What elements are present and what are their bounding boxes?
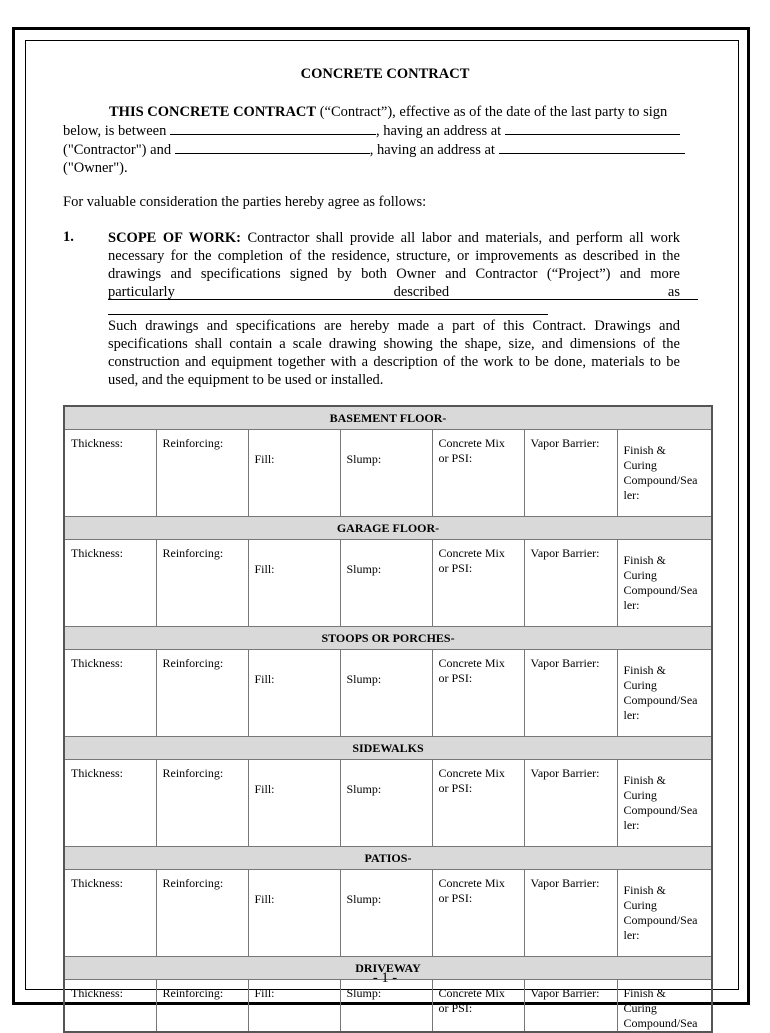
fill-cell[interactable]: Fill: — [248, 650, 340, 737]
concrete-mix-cell[interactable]: Concrete Mix or PSI: — [432, 760, 524, 847]
thickness-cell[interactable]: Thickness: — [64, 760, 156, 847]
project-description-blank[interactable] — [108, 301, 548, 315]
section-scope-of-work: SCOPE OF WORK: Contractor shall provide all labor and materials, and perform all work necessary for the completion of the residence, structure, or improvements as described in the drawings and specifications signed by both Owner and Contractor (“Project”) and more particularly described as — [108, 229, 680, 320]
finish-curing-cell[interactable]: Finish & Curing Compound/Sea ler: — [617, 650, 712, 737]
slump-cell[interactable]: Slump: — [340, 980, 432, 1033]
vapor-barrier-cell[interactable]: Vapor Barrier: — [524, 650, 617, 737]
slump-cell[interactable]: Slump: — [340, 870, 432, 957]
document-title: CONCRETE CONTRACT — [300, 66, 470, 82]
section-drawings-text: Such drawings and specifications are hereby made a part of this Contract. Drawings and specifications shall contain a scale drawing showing the shape, size, and dimensions of the construction and equipment together with a description of the work to be done, materials to be used, and the equipment to be used or installed. — [108, 318, 680, 388]
consideration-text: For valuable consideration the parties hereby agree as follows: — [63, 194, 427, 210]
reinforcing-cell[interactable]: Reinforcing: — [156, 650, 248, 737]
table-section-header: BASEMENT FLOOR- — [64, 406, 712, 430]
fill-cell[interactable]: Fill: — [248, 870, 340, 957]
fill-cell[interactable]: Fill: — [248, 540, 340, 627]
table-section-header: GARAGE FLOOR- — [64, 517, 712, 540]
finish-curing-cell[interactable]: Finish & Curing Compound/Sea ler: — [617, 760, 712, 847]
section-number: 1. — [63, 229, 74, 245]
concrete-spec-table — [63, 405, 713, 1033]
vapor-barrier-cell[interactable]: Vapor Barrier: — [524, 980, 617, 1033]
thickness-cell[interactable]: Thickness: — [64, 980, 156, 1033]
finish-curing-cell[interactable]: Finish & Curing Compound/Sea ler: — [617, 870, 712, 957]
vapor-barrier-cell[interactable]: Vapor Barrier: — [524, 870, 617, 957]
reinforcing-cell[interactable]: Reinforcing: — [156, 980, 248, 1033]
project-description-blank-line-2[interactable] — [108, 299, 698, 300]
reinforcing-cell[interactable]: Reinforcing: — [156, 760, 248, 847]
section-heading: SCOPE OF WORK: — [108, 230, 242, 246]
thickness-cell[interactable]: Thickness: — [64, 430, 156, 517]
intro-bold: THIS CONCRETE CONTRACT — [109, 104, 317, 120]
thickness-cell[interactable]: Thickness: — [64, 650, 156, 737]
fill-cell[interactable]: Fill: — [248, 430, 340, 517]
owner-address-blank[interactable] — [499, 140, 685, 154]
finish-curing-cell[interactable]: Finish & Curing Compound/Sea ler: — [617, 430, 712, 517]
finish-curing-cell[interactable]: Finish & Curing Compound/Sea ler: — [617, 540, 712, 627]
thickness-cell[interactable]: Thickness: — [64, 870, 156, 957]
vapor-barrier-cell[interactable]: Vapor Barrier: — [524, 760, 617, 847]
slump-cell[interactable]: Slump: — [340, 650, 432, 737]
table-section-header: DRIVEWAY — [64, 957, 712, 980]
contractor-name-blank[interactable] — [170, 121, 376, 135]
slump-cell[interactable]: Slump: — [340, 430, 432, 517]
slump-cell[interactable]: Slump: — [340, 540, 432, 627]
intro-paragraph: THIS CONCRETE CONTRACT (“Contract”), effective as of the date of the last party to sign below, is between , having an address at ("Contractor") and , having an address at ("Owner"). — [63, 103, 699, 177]
reinforcing-cell[interactable]: Reinforcing: — [156, 430, 248, 517]
owner-name-blank[interactable] — [175, 140, 370, 154]
thickness-cell[interactable]: Thickness: — [64, 540, 156, 627]
concrete-mix-cell[interactable]: Concrete Mix or PSI: — [432, 540, 524, 627]
page-number: - 1 - — [372, 970, 398, 986]
reinforcing-cell[interactable]: Reinforcing: — [156, 540, 248, 627]
table-section-header: SIDEWALKS — [64, 737, 712, 760]
fill-cell[interactable]: Fill: — [248, 980, 340, 1033]
contractor-address-blank[interactable] — [505, 121, 680, 135]
concrete-mix-cell[interactable]: Concrete Mix or PSI: — [432, 870, 524, 957]
table-section-header: PATIOS- — [64, 847, 712, 870]
finish-curing-cell[interactable]: Finish & Curing Compound/Sea — [617, 980, 712, 1033]
vapor-barrier-cell[interactable]: Vapor Barrier: — [524, 430, 617, 517]
concrete-mix-cell[interactable]: Concrete Mix or PSI: — [432, 430, 524, 517]
reinforcing-cell[interactable]: Reinforcing: — [156, 870, 248, 957]
fill-cell[interactable]: Fill: — [248, 760, 340, 847]
concrete-mix-cell[interactable]: Concrete Mix or PSI: — [432, 980, 524, 1033]
vapor-barrier-cell[interactable]: Vapor Barrier: — [524, 540, 617, 627]
slump-cell[interactable]: Slump: — [340, 760, 432, 847]
concrete-mix-cell[interactable]: Concrete Mix or PSI: — [432, 650, 524, 737]
table-section-header: STOOPS OR PORCHES- — [64, 627, 712, 650]
